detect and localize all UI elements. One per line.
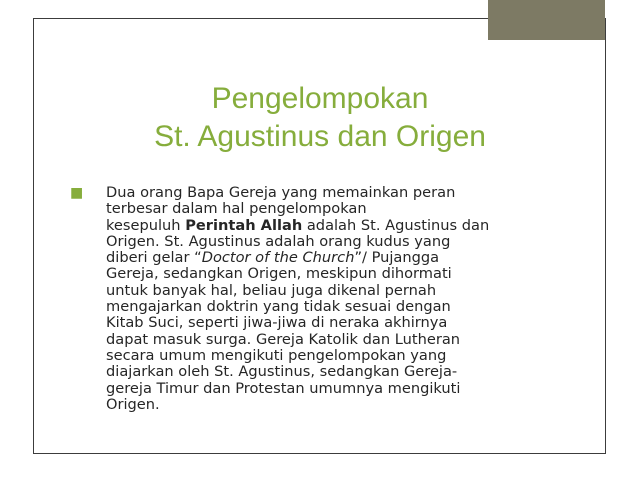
paragraph-line: dapat masuk surga. Gereja Katolik dan Lutheran — [106, 330, 461, 348]
bullet-square-icon: ■ — [70, 185, 84, 201]
paragraph-line: secara umum mengikuti pengelompokan yang — [106, 346, 447, 364]
paragraph-line: mengajarkan doktrin yang tidak sesuai dengan — [106, 298, 451, 316]
text-run: kesepuluh — [106, 216, 186, 234]
paragraph-line: gereja Timur dan Protestan umumnya mengikuti — [106, 379, 461, 397]
text-run: diberi gelar “ — [106, 249, 202, 267]
paragraph-line — [106, 250, 576, 266]
bold-term: Perintah Allah — [185, 216, 303, 234]
paragraph-line: Gereja, sedangkan Origen, meskipun dihormati — [106, 265, 452, 283]
paragraph-line: Dua orang Bapa Gereja yang memainkan peran — [106, 184, 456, 201]
text-run: ”/ Pujangga — [354, 249, 440, 267]
italic-term: Doctor of the Church — [201, 249, 355, 267]
paragraph-line: untuk banyak hal, beliau juga dikenal pernah — [106, 281, 437, 299]
text-run: adalah St. Agustinus dan — [302, 216, 490, 234]
paragraph-line — [106, 218, 576, 234]
title-line-1: Pengelompokan — [211, 82, 429, 115]
paragraph-line: diajarkan oleh St. Agustinus, sedangkan Gereja- — [106, 363, 458, 381]
paragraph-line: terbesar dalam hal pengelompokan — [106, 200, 367, 218]
paragraph-line: Origen. St. Agustinus adalah orang kudus yang — [106, 232, 451, 250]
slide-title — [60, 80, 580, 156]
accent-block — [488, 0, 605, 40]
paragraph-line: Origen. — [106, 395, 160, 413]
bullet-paragraph — [106, 185, 576, 413]
paragraph-line: Kitab Suci, seperti jiwa-jiwa di neraka akhirnya — [106, 314, 448, 332]
title-line-2: St. Agustinus dan Origen — [154, 120, 486, 153]
